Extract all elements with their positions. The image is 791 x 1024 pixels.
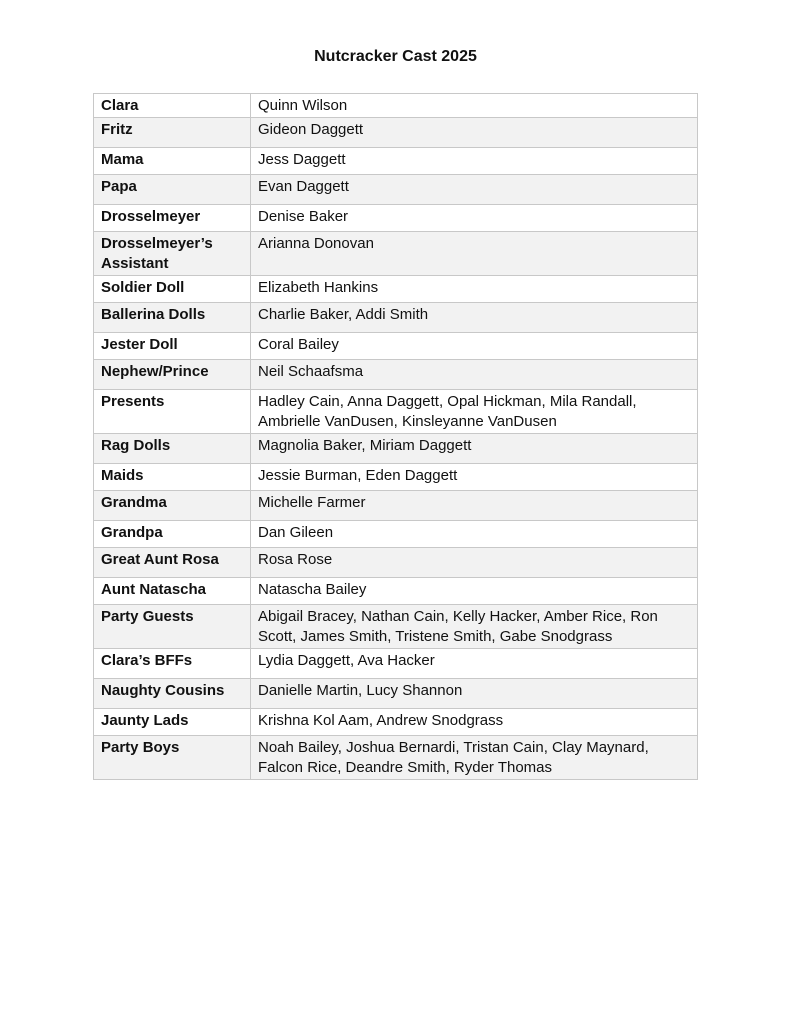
role-cell: Mama xyxy=(94,148,251,175)
role-cell: Presents xyxy=(94,390,251,434)
table-row xyxy=(94,360,698,390)
role-cell: Fritz xyxy=(94,118,251,148)
table-row xyxy=(94,390,698,434)
cast-table xyxy=(93,93,698,780)
role-cell: Naughty Cousins xyxy=(94,679,251,709)
table-row xyxy=(94,605,698,649)
role-cell: Clara xyxy=(94,94,251,118)
performers-cell: Coral Bailey xyxy=(251,333,698,360)
performers-cell: Charlie Baker, Addi Smith xyxy=(251,303,698,333)
table-row xyxy=(94,333,698,360)
table-row xyxy=(94,175,698,205)
role-cell: Nephew/Prince xyxy=(94,360,251,390)
role-cell: Soldier Doll xyxy=(94,276,251,303)
performers-cell: Jess Daggett xyxy=(251,148,698,175)
performers-cell: Magnolia Baker, Miriam Daggett xyxy=(251,434,698,464)
table-row xyxy=(94,521,698,548)
table-row xyxy=(94,491,698,521)
role-cell: Party Boys xyxy=(94,736,251,780)
table-row xyxy=(94,276,698,303)
role-cell: Papa xyxy=(94,175,251,205)
performers-cell: Jessie Burman, Eden Daggett xyxy=(251,464,698,491)
table-row xyxy=(94,232,698,276)
table-row xyxy=(94,709,698,736)
table-row xyxy=(94,118,698,148)
role-cell: Jester Doll xyxy=(94,333,251,360)
table-row xyxy=(94,434,698,464)
table-row xyxy=(94,303,698,333)
table-row xyxy=(94,736,698,780)
role-cell: Clara’s BFFs xyxy=(94,649,251,679)
performers-cell: Rosa Rose xyxy=(251,548,698,578)
table-row xyxy=(94,148,698,175)
performers-cell: Evan Daggett xyxy=(251,175,698,205)
role-cell: Jaunty Lads xyxy=(94,709,251,736)
performers-cell: Hadley Cain, Anna Daggett, Opal Hickman, Mila Randall, Ambrielle VanDusen, Kinsleyanne VanDusen xyxy=(251,390,698,434)
performers-cell: Gideon Daggett xyxy=(251,118,698,148)
performers-cell: Michelle Farmer xyxy=(251,491,698,521)
table-row xyxy=(94,94,698,118)
role-cell: Drosselmeyer xyxy=(94,205,251,232)
table-row xyxy=(94,205,698,232)
performers-cell: Lydia Daggett, Ava Hacker xyxy=(251,649,698,679)
performers-cell: Natascha Bailey xyxy=(251,578,698,605)
role-cell: Grandpa xyxy=(94,521,251,548)
performers-cell: Elizabeth Hankins xyxy=(251,276,698,303)
performers-cell: Krishna Kol Aam, Andrew Snodgrass xyxy=(251,709,698,736)
table-row xyxy=(94,548,698,578)
performers-cell: Noah Bailey, Joshua Bernardi, Tristan Cain, Clay Maynard, Falcon Rice, Deandre Smith, Ryder Thomas xyxy=(251,736,698,780)
page-title: Nutcracker Cast 2025 xyxy=(314,48,477,65)
role-cell: Grandma xyxy=(94,491,251,521)
table-row xyxy=(94,679,698,709)
performers-cell: Dan Gileen xyxy=(251,521,698,548)
performers-cell: Denise Baker xyxy=(251,205,698,232)
table-row xyxy=(94,464,698,491)
table-row xyxy=(94,649,698,679)
role-cell: Maids xyxy=(94,464,251,491)
performers-cell: Quinn Wilson xyxy=(251,94,698,118)
role-cell: Great Aunt Rosa xyxy=(94,548,251,578)
role-cell: Aunt Natascha xyxy=(94,578,251,605)
table-row xyxy=(94,578,698,605)
performers-cell: Arianna Donovan xyxy=(251,232,698,276)
performers-cell: Danielle Martin, Lucy Shannon xyxy=(251,679,698,709)
role-cell: Ballerina Dolls xyxy=(94,303,251,333)
role-cell: Drosselmeyer’s Assistant xyxy=(94,232,251,276)
role-cell: Party Guests xyxy=(94,605,251,649)
performers-cell: Neil Schaafsma xyxy=(251,360,698,390)
role-cell: Rag Dolls xyxy=(94,434,251,464)
performers-cell: Abigail Bracey, Nathan Cain, Kelly Hacker, Amber Rice, Ron Scott, James Smith, Tristene Smith, Gabe Snodgrass xyxy=(251,605,698,649)
